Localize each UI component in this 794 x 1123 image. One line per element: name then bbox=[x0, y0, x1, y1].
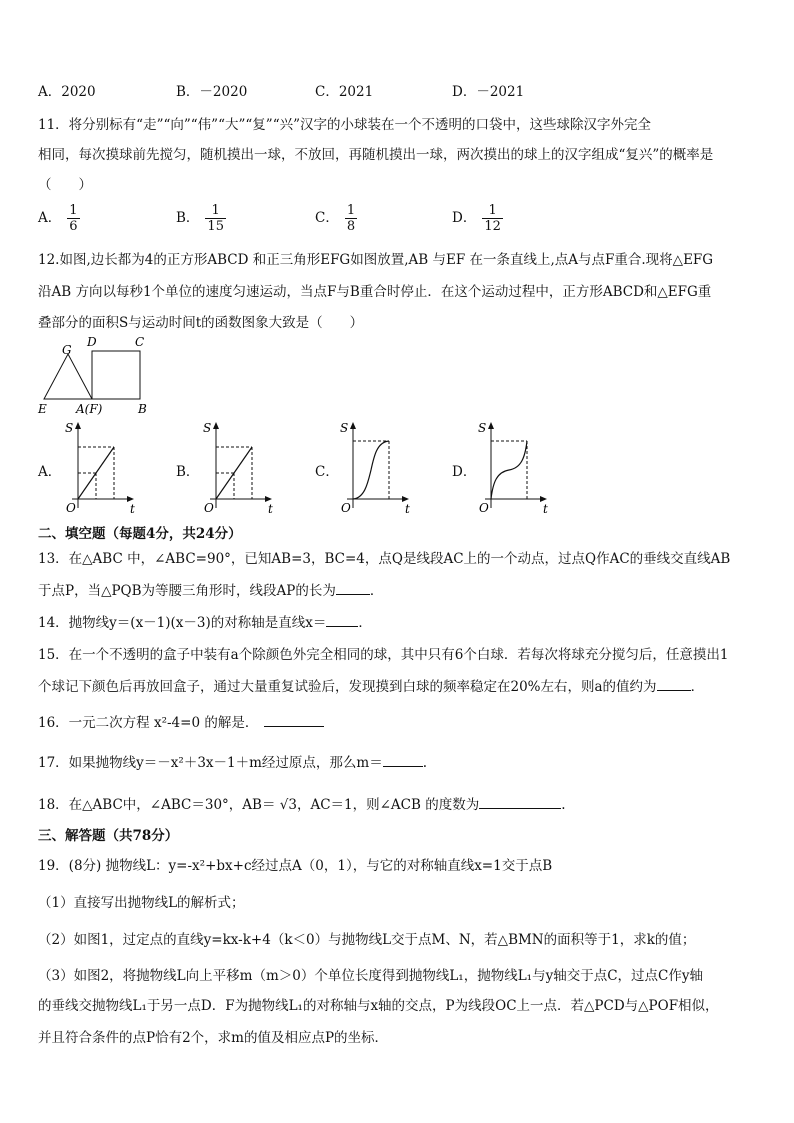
axis-label-t: t bbox=[543, 502, 548, 516]
fraction: $\frac{1}{8}$ bbox=[346, 203, 356, 234]
q17-stem: 17．如果抛物线y＝－x²＋3x－1＋m经过原点，那么m＝ . bbox=[38, 752, 756, 773]
q18-stem: 18．在△ABC中，∠ABC＝30°，AB＝ √3，AC＝1，则∠ACB 的度数为 . bbox=[38, 794, 756, 815]
q16-stem: 16．一元二次方程 x²-4=0 的解是． bbox=[38, 712, 756, 733]
q12-option-d-label: D． bbox=[452, 464, 477, 480]
q10-option-c: C．2021 bbox=[315, 84, 374, 100]
answer-blank bbox=[264, 712, 324, 727]
q12-option-c-label: C． bbox=[315, 464, 339, 480]
q12-figure bbox=[38, 334, 178, 414]
label-d: D bbox=[87, 335, 97, 349]
label-e: E bbox=[38, 402, 47, 416]
label-b: B bbox=[138, 402, 147, 416]
triangle-efg bbox=[44, 354, 92, 399]
q13-stem-line1: 13．在△ABC 中，∠ABC=90°，已知AB=3，BC=4，点Q是线段AC上的一个动点，过点Q作AC的垂线交直线AB bbox=[38, 551, 731, 567]
q12-stem-line2: 沿AB 方向以每秒1个单位的速度匀速运动，当点F与B重合时停止．在这个运动过程中，正方形ABCD和△EFG重 bbox=[38, 284, 712, 300]
fraction: $\frac{1}{6}$ bbox=[69, 203, 78, 234]
q10-option-a: A．2020 bbox=[38, 84, 96, 100]
q19-part3-line1: （3）如图2，将抛物线L向上平移m（m＞0）个单位长度得到抛物线L₁，抛物线L₁与y轴交于点C，过点C作y轴 bbox=[38, 968, 703, 984]
q11-option-a: A． $\frac{1}{6}$ bbox=[38, 203, 78, 234]
axis-label-t: t bbox=[268, 502, 273, 516]
q15-stem-line2: 个球记下颜色后再放回盒子，通过大量重复试验后，发现摸到白球的频率稳定在20%左右，则a的值约为 ． bbox=[38, 676, 756, 697]
answer-blank bbox=[336, 580, 370, 595]
axis-label-t: t bbox=[130, 502, 135, 516]
answer-blank bbox=[657, 676, 691, 691]
q15-stem-line1: 15．在一个不透明的盒子中装有a个除颜色外完全相同的球，其中只有6个白球．若每次将球充分搅匀后，任意摸出1 bbox=[38, 647, 729, 663]
label-a-f: A(F) bbox=[76, 402, 103, 416]
y-arrow-icon bbox=[350, 422, 356, 429]
section-title-fill-in: 二、填空题（每题4分，共24分） bbox=[38, 526, 242, 542]
q12-option-a-label: A． bbox=[38, 464, 62, 480]
q12-stem-line1: 12.如图,边长都为4的正方形ABCD 和正三角形EFG如图放置,AB 与EF 在一条直线上,点A与点F重合.现将△EFG bbox=[38, 252, 714, 268]
q19-part3-line3: 并且符合条件的点P恰有2个，求m的值及相应点P的坐标． bbox=[38, 1030, 389, 1046]
graph-curve bbox=[491, 441, 527, 499]
fraction: $\frac{1}{15}$ bbox=[207, 203, 224, 234]
origin-label: O bbox=[66, 501, 76, 515]
axis-label-s: S bbox=[340, 421, 349, 435]
answer-blank bbox=[326, 612, 358, 627]
q11-stem-line1: 11．将分别标有“走”“向”“伟”“大”“复”“兴”汉字的小球装在一个不透明的口袋中，这些球除汉字外完全 bbox=[38, 117, 651, 133]
axis-label-s: S bbox=[65, 421, 74, 435]
graph-curve bbox=[353, 441, 389, 499]
q12-option-b-label: B． bbox=[176, 464, 200, 480]
q11-option-b: B． $\frac{1}{15}$ bbox=[176, 203, 224, 234]
q19-stem: 19．(8分) 抛物线L：y=-x²+bx+c经过点A（0，1），与它的对称轴直线x=1交于点B bbox=[38, 858, 553, 874]
square-abcd bbox=[92, 351, 140, 399]
answer-blank bbox=[383, 752, 423, 767]
q13-stem-line2: 于点P，当△PQB为等腰三角形时，线段AP的长为 ． bbox=[38, 580, 756, 601]
q19-part3-line2: 的垂线交抛物线L₁于另一点D．F为抛物线L₁的对称轴与x轴的交点，P为线段OC上一点．若△PCD与△POF相似， bbox=[38, 998, 719, 1014]
q11-stem-line3: （ ） bbox=[38, 177, 92, 193]
y-arrow-icon bbox=[213, 422, 219, 429]
q10-option-b: B．－2020 bbox=[176, 84, 248, 100]
q19-part2: （2）如图1，过定点的直线y=kx-k+4（k＜0）与抛物线L交于点M、N，若△BMN的面积等于1，求k的值； bbox=[38, 932, 696, 948]
label-c: C bbox=[135, 335, 145, 349]
q12-graph-a bbox=[58, 420, 138, 515]
y-arrow-icon bbox=[488, 422, 494, 429]
section-title-solution: 三、解答题（共78分） bbox=[38, 828, 179, 844]
q19-part1: （1）直接写出抛物线L的解析式； bbox=[38, 895, 245, 911]
origin-label: O bbox=[204, 501, 214, 515]
q14-stem: 14．抛物线y＝(x－1)(x－3)的对称轴是直线x＝ ． bbox=[38, 612, 756, 633]
fraction: $\frac{1}{12}$ bbox=[484, 203, 501, 234]
q12-graph-d bbox=[471, 420, 551, 515]
q10-option-d: D．－2021 bbox=[452, 84, 525, 100]
origin-label: O bbox=[341, 501, 351, 515]
q11-option-c: C． $\frac{1}{8}$ bbox=[315, 203, 356, 234]
q12-graph-c bbox=[333, 420, 413, 515]
axis-label-s: S bbox=[203, 421, 212, 435]
origin-label: O bbox=[479, 501, 489, 515]
answer-blank bbox=[479, 794, 561, 809]
y-arrow-icon bbox=[75, 422, 81, 429]
q11-stem-line2: 相同，每次摸球前先搅匀，随机摸出一球，不放回，再随机摸出一球，两次摸出的球上的汉字组成“复兴”的概率是 bbox=[38, 147, 714, 163]
q12-stem-line3: 叠部分的面积S与运动时间t的函数图象大致是（ ） bbox=[38, 315, 364, 331]
axis-label-t: t bbox=[405, 502, 410, 516]
axis-label-s: S bbox=[478, 421, 487, 435]
q12-graph-b bbox=[196, 420, 276, 515]
label-g: G bbox=[62, 343, 72, 357]
q11-option-d: D． $\frac{1}{12}$ bbox=[452, 203, 501, 234]
